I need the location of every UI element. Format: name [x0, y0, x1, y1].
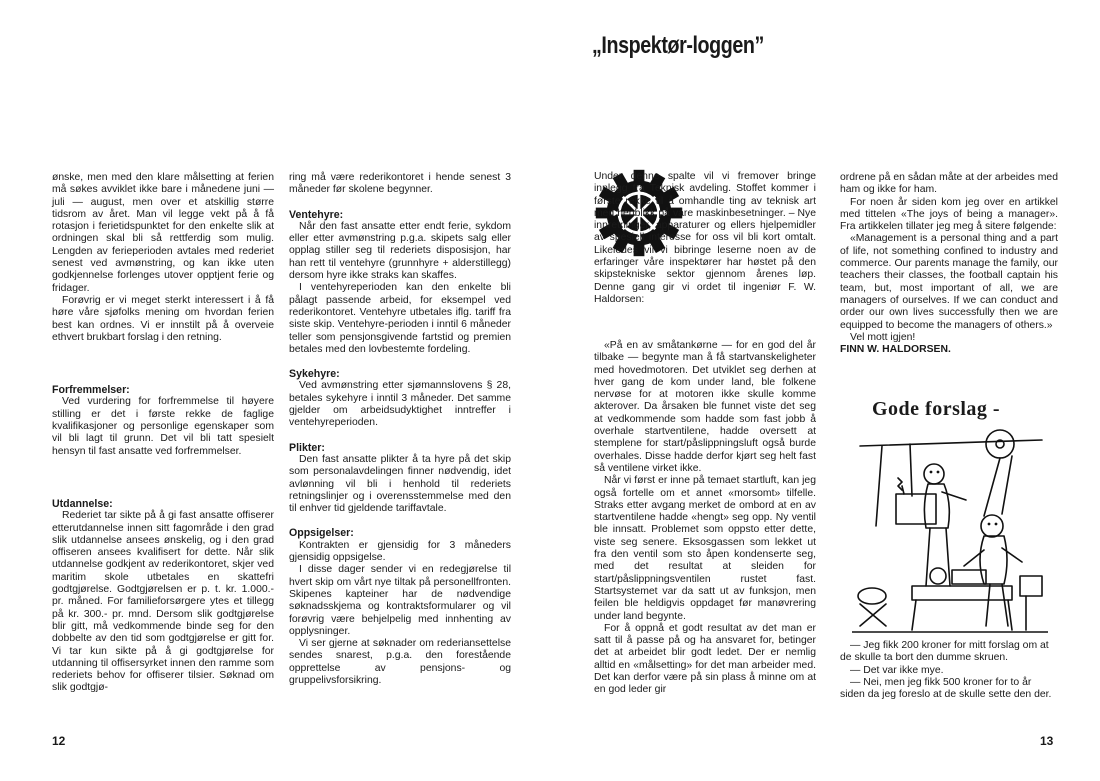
paragraph: Når vi først er inne på temaet startluft, kan jeg også fortelle om et annet «morsomt» tilfelle. Straks etter avgang merket de ombord at en av startventilene hadde «hengt» seg opp. Ny ventil ble innsatt. Problemet som oppsto etter dette, viste seg senere. Eksosgassen som lekket ut fra den ventil som sto åpen kondenserte seg, med det resultat at sleiden for start/påslippningsventilen rustet fast. Startsystemet var da satt ut av funksjon, men feilen ble heldigvis oppdaget før manøvrering under land begynte.: [594, 475, 816, 622]
paragraph: ønske, men med den klare målsetting at ferien må søkes avviklet ikke bare i månedene juni — juli — august, men over et atskillig større tidsrom av året. Man vil legge vekt på å få rotasjon i ferietidspunktet for den enkelte slik at ordningen skal bli så rettferdig som mulig. Lengden av ferieperioden avtales med rederiet senest ved avmønstring, og kan ikke uten godkjennelse forlenges utover opptjent ferie og fridager.: [52, 172, 274, 294]
paragraph: Rederiet tar sikte på å gi fast ansatte offiserer etterutdannelse innen sitt fagområde i den grad slik utdannelse ansees ønskelig, og i den grad offiseren ansees kvalifisert for dette. Når slik utdannelse godkjent av rederikontoret, skjer ved maritim skole utbetales en skattefri godtgjørelse. Godtgjørelsen er p. t. kr. 1.000.- pr. måned. For familieforsørgere ytes et tillegg på kr. 300.- pr. mnd. Dersom slik godtgjørelse blir gitt, må vedkommende binde seg for den dobbelte av den tid som godtgjørelse er gitt for. Vi tar kun sikte på å gi godtgjørelse for utdanning til offisersyrket innen den ramme som rederiets behov for offiserer tilsier. Søknad om slik godtgjø-: [52, 510, 274, 694]
section-heading: Ventehyre:: [289, 208, 344, 221]
workshop-cartoon-icon: [852, 426, 1048, 638]
cartoon-caption: [840, 640, 1058, 701]
paragraph: Forøvrig er vi meget sterkt interessert i å få høre våre sjøfolks mening om hvordan ferien best kan ordnes. Vi er innstilt på å overveie ethvert brukbart forslag i den retning.: [52, 294, 274, 343]
intro-paragraph: Under denne spalte vil vi fremover bringe innlegg fra Teknisk avdeling. Stoffet kommer i første rekke til å omhandle ting av teknisk art med henblikk på våre maskinbesetninger. – Nye innretninger, apparaturer og ellers hjelpemidler av spesiell interesse for oss vil bli kort omtalt. Likeledes vil vi bibringe leserne noen av de erfaringer våre inspektører har høstet på den skipstekniske sektor gjennom årenes løp. Denne gang gir vi ordet til ingeniør F. W. Haldorsen:: [594, 171, 816, 305]
section-heading: Forfremmelser:: [52, 384, 130, 397]
paragraph: Vi ser gjerne at søknader om rederiansettelse sendes snarest, p.g.a. den forestående opprettelse av pensjons- og gruppelivsforsikring.: [289, 638, 511, 686]
section-heading: Oppsigelser:: [289, 527, 354, 540]
caption-line: — Nei, men jeg fikk 500 kroner for to år siden da jeg foreslo at de skulle sette den der.: [840, 676, 1052, 701]
caption-line: — Det var ikke mye.: [850, 664, 944, 676]
paragraph: Ved avmønstring etter sjømannslovens § 28, betales sykehyre i inntil 3 måneder. Det samme gjelder om arbeidsudyktighet inntreffer i ventehyreperioden.: [289, 380, 511, 429]
paragraph: Vel mott igjen!: [850, 331, 916, 343]
caption-line: — Jeg fikk 200 kroner for mitt forslag om at de skulle ta bort den dumme skruen.: [840, 640, 1049, 664]
paragraph: For noen år siden kom jeg over en artikkel med tittelen «The joys of being a manager». Fra artikkelen tillater jeg meg å sitere følgende:: [840, 196, 1058, 233]
left-column-2: [289, 172, 511, 687]
paragraph: ordrene på en sådan måte at der arbeides med ham og ikke for ham.: [840, 172, 1058, 196]
right-page: [550, 0, 1100, 781]
signature: FINN W. HALDORSEN.: [840, 344, 951, 356]
right-column-2: [840, 172, 1058, 356]
page-number: 12: [52, 734, 66, 748]
paragraph: I ventehyreperioden kan den enkelte bli pålagt passende arbeid, for eksempel ved rederikontoret. Ventehyre utbetales iflg. tariff fra siste skip. Ventehyre-perioden i inntil 6 måneder teller som pensjonsgivende fartstid og premien betales med den lovbestemte fordeling.: [289, 282, 511, 355]
paragraph: «Management is a personal thing and a part of life, not something confined to industry and commerce. Our parents manage the family, our teachers their classes, the football captain his team, but, most important of all, we are managers of ourselves. If we can conduct and order our own lives successfully then we are equipped to become the managers of others.»: [840, 233, 1058, 331]
section-heading: Sykehyre:: [289, 368, 340, 381]
paragraph: Når den fast ansatte etter endt ferie, sykdom eller etter avmønstring p.g.a. skipets salg eller opplag stiller seg til rederiets disposisjon, har han rett til ventehyre (grunnhyre + alderstillegg) dersom hyre ikke straks kan skaffes.: [289, 220, 511, 282]
paragraph: I disse dager sender vi en redegjørelse til hvert skip om vårt nye tiltak på personellfronten. Skipenes kapteiner har de nødvendige søknadsskjema og kontraktsformularer og vil forøvrig være behjelpelig med innhenting av opplysninger.: [289, 564, 511, 637]
page-number: 13: [1040, 734, 1054, 748]
paragraph: For å oppnå et godt resultat av det man er satt til å passe på og ha ansvaret for, betinger det at arbeidet blir godt ledet. Der er nemlig alltid en «målsetting» for det man arbeider med. Det kan derfor være på sin plass å minne om at en god leder gir: [594, 622, 816, 696]
right-intro-column: [594, 171, 816, 306]
paragraph: Kontrakten er gjensidig for 3 måneders gjensidig oppsigelse.: [289, 539, 511, 564]
section-heading: Utdannelse:: [52, 497, 113, 510]
page-title: „Inspektør-loggen”: [592, 32, 764, 59]
paragraph: ring må være rederikontoret i hende senest 3 måneder før skolene begynner.: [289, 172, 511, 196]
right-column-1: [594, 340, 816, 697]
cartoon-title: Gode forslag -: [872, 398, 1001, 420]
paragraph: Den fast ansatte plikter å ta hyre på det skip som personalavdelingen finner nødvendig, idet avlønning vil bli i henhold til rederiets retningslinjer og i overensstemmelse med den til enhver tid gjeldende tariffavtale.: [289, 453, 511, 515]
section-heading: Plikter:: [289, 441, 325, 454]
paragraph: «På en av småtankørne — for en god del år tilbake — begynte man å få startvanskeligheter med hovedmotoren. Det utviklet seg derhen at hver gang de kom under land, ble folkene nervøse for at motoren ikke skulle komme akterover. Da årsaken ble funnet viste det seg at vedkommende som hadde som fast jobb å overhale startventilene, hadde oversett at stemplene for start/påslippningsluft også burde overhales. Disse hadde derfor kjørt seg helt fast så ventilene virket ikke.: [594, 340, 816, 474]
paragraph: Ved vurdering for forfremmelse til høyere stilling er det i første rekke de faglige kvalifikasjoner og personlige egenskaper som vil bli lagt til grunn. Det vil bli tatt spesielt hensyn til fast ansatte ved forfremmelser.: [52, 396, 274, 457]
left-column-1: [52, 172, 274, 695]
